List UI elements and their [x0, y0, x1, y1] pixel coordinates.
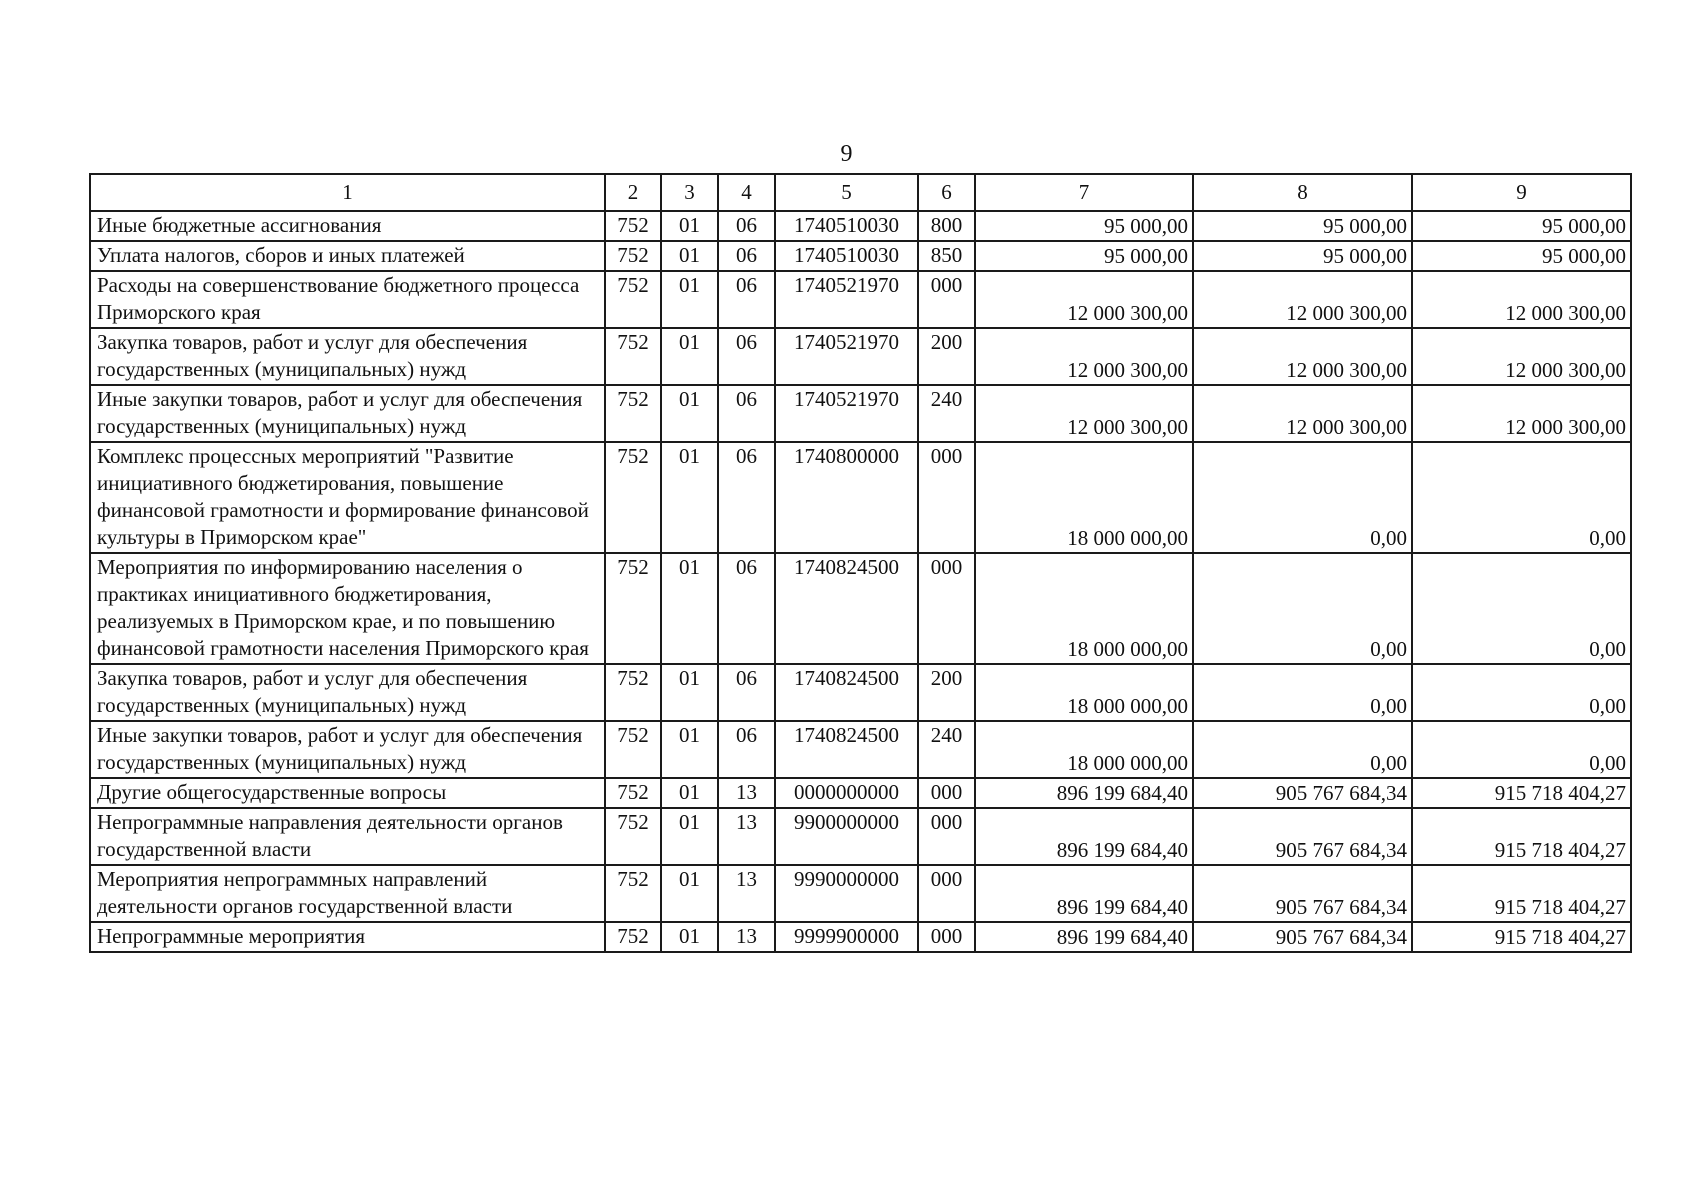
- amount-col7: 896 199 684,40: [975, 865, 1193, 922]
- column-header: 9: [1412, 174, 1631, 211]
- amount-col9: 12 000 300,00: [1412, 385, 1631, 442]
- amount-col9: 915 718 404,27: [1412, 922, 1631, 952]
- cell-col4: 06: [718, 328, 775, 385]
- cell-col6: 000: [918, 778, 975, 808]
- amount-col8: 95 000,00: [1193, 211, 1412, 241]
- amount-col9: 12 000 300,00: [1412, 328, 1631, 385]
- table-row: [90, 241, 1631, 271]
- table-row: [90, 664, 1631, 721]
- cell-col2: 752: [605, 721, 661, 778]
- row-name: Расходы на совершенствование бюджетного процесса Приморского края: [90, 271, 605, 328]
- cell-col5: 1740824500: [775, 553, 918, 664]
- cell-col5: 9990000000: [775, 865, 918, 922]
- row-name: Иные закупки товаров, работ и услуг для обеспечения государственных (муниципальных) нужд: [90, 721, 605, 778]
- cell-col3: 01: [661, 721, 718, 778]
- amount-col7: 12 000 300,00: [975, 328, 1193, 385]
- cell-col6: 850: [918, 241, 975, 271]
- amount-col8: 12 000 300,00: [1193, 328, 1412, 385]
- amount-col9: 0,00: [1412, 442, 1631, 553]
- amount-col7: 896 199 684,40: [975, 922, 1193, 952]
- amount-col8: 95 000,00: [1193, 241, 1412, 271]
- row-name: Мероприятия непрограммных направлений деятельности органов государственной власти: [90, 865, 605, 922]
- cell-col6: 000: [918, 271, 975, 328]
- cell-col4: 06: [718, 553, 775, 664]
- cell-col6: 240: [918, 721, 975, 778]
- column-header: 8: [1193, 174, 1412, 211]
- cell-col6: 000: [918, 553, 975, 664]
- amount-col7: 18 000 000,00: [975, 664, 1193, 721]
- cell-col5: 9900000000: [775, 808, 918, 865]
- table-row: [90, 808, 1631, 865]
- amount-col8: 0,00: [1193, 442, 1412, 553]
- cell-col2: 752: [605, 922, 661, 952]
- cell-col2: 752: [605, 241, 661, 271]
- amount-col9: 95 000,00: [1412, 241, 1631, 271]
- header-row: [90, 174, 1631, 211]
- row-name: Иные бюджетные ассигнования: [90, 211, 605, 241]
- table-row: [90, 922, 1631, 952]
- cell-col5: 1740824500: [775, 721, 918, 778]
- cell-col4: 06: [718, 385, 775, 442]
- cell-col2: 752: [605, 328, 661, 385]
- cell-col5: 1740800000: [775, 442, 918, 553]
- amount-col7: 18 000 000,00: [975, 721, 1193, 778]
- column-header: 2: [605, 174, 661, 211]
- row-name: Закупка товаров, работ и услуг для обеспечения государственных (муниципальных) нужд: [90, 664, 605, 721]
- amount-col8: 0,00: [1193, 553, 1412, 664]
- amount-col7: 18 000 000,00: [975, 442, 1193, 553]
- cell-col4: 13: [718, 865, 775, 922]
- cell-col5: 1740824500: [775, 664, 918, 721]
- amount-col9: 12 000 300,00: [1412, 271, 1631, 328]
- row-name: Закупка товаров, работ и услуг для обеспечения государственных (муниципальных) нужд: [90, 328, 605, 385]
- cell-col5: 1740521970: [775, 271, 918, 328]
- amount-col7: 12 000 300,00: [975, 271, 1193, 328]
- cell-col4: 06: [718, 442, 775, 553]
- column-header: 6: [918, 174, 975, 211]
- cell-col3: 01: [661, 442, 718, 553]
- cell-col2: 752: [605, 808, 661, 865]
- table-row: [90, 721, 1631, 778]
- amount-col8: 905 767 684,34: [1193, 865, 1412, 922]
- amount-col8: 0,00: [1193, 721, 1412, 778]
- amount-col8: 12 000 300,00: [1193, 271, 1412, 328]
- table-row: [90, 385, 1631, 442]
- amount-col8: 905 767 684,34: [1193, 808, 1412, 865]
- table-row: [90, 553, 1631, 664]
- amount-col7: 95 000,00: [975, 241, 1193, 271]
- amount-col7: 12 000 300,00: [975, 385, 1193, 442]
- amount-col8: 12 000 300,00: [1193, 385, 1412, 442]
- cell-col5: 1740510030: [775, 241, 918, 271]
- cell-col3: 01: [661, 271, 718, 328]
- amount-col7: 18 000 000,00: [975, 553, 1193, 664]
- cell-col3: 01: [661, 922, 718, 952]
- amount-col9: 915 718 404,27: [1412, 865, 1631, 922]
- cell-col2: 752: [605, 664, 661, 721]
- amount-col9: 95 000,00: [1412, 211, 1631, 241]
- cell-col6: 800: [918, 211, 975, 241]
- row-name: Комплекс процессных мероприятий "Развитие инициативного бюджетирования, повышение финансовой грамотности и формирование финансовой культуры в Приморском крае": [90, 442, 605, 553]
- cell-col2: 752: [605, 271, 661, 328]
- cell-col4: 06: [718, 211, 775, 241]
- cell-col6: 000: [918, 865, 975, 922]
- column-header: 5: [775, 174, 918, 211]
- cell-col3: 01: [661, 211, 718, 241]
- cell-col4: 06: [718, 664, 775, 721]
- cell-col4: 13: [718, 808, 775, 865]
- cell-col6: 000: [918, 442, 975, 553]
- cell-col6: 200: [918, 664, 975, 721]
- table-row: [90, 442, 1631, 553]
- amount-col8: 905 767 684,34: [1193, 778, 1412, 808]
- cell-col5: 1740521970: [775, 328, 918, 385]
- cell-col3: 01: [661, 778, 718, 808]
- cell-col3: 01: [661, 865, 718, 922]
- table-row: [90, 778, 1631, 808]
- cell-col4: 13: [718, 922, 775, 952]
- amount-col9: 0,00: [1412, 553, 1631, 664]
- column-header: 1: [90, 174, 605, 211]
- column-header: 3: [661, 174, 718, 211]
- cell-col2: 752: [605, 442, 661, 553]
- amount-col8: 905 767 684,34: [1193, 922, 1412, 952]
- cell-col2: 752: [605, 553, 661, 664]
- cell-col6: 200: [918, 328, 975, 385]
- row-name: Мероприятия по информированию населения о практиках инициативного бюджетирования, реализуемых в Приморском крае, и по повышению финансовой грамотности населения Приморского края: [90, 553, 605, 664]
- amount-col7: 95 000,00: [975, 211, 1193, 241]
- page-number: 9: [840, 141, 853, 167]
- row-name: Непрограммные направления деятельности органов государственной власти: [90, 808, 605, 865]
- row-name: Иные закупки товаров, работ и услуг для обеспечения государственных (муниципальных) нужд: [90, 385, 605, 442]
- amount-col8: 0,00: [1193, 664, 1412, 721]
- cell-col5: 1740521970: [775, 385, 918, 442]
- cell-col3: 01: [661, 241, 718, 271]
- cell-col3: 01: [661, 553, 718, 664]
- cell-col5: 9999900000: [775, 922, 918, 952]
- cell-col4: 06: [718, 721, 775, 778]
- cell-col2: 752: [605, 778, 661, 808]
- amount-col7: 896 199 684,40: [975, 808, 1193, 865]
- amount-col9: 0,00: [1412, 721, 1631, 778]
- amount-col9: 915 718 404,27: [1412, 778, 1631, 808]
- cell-col3: 01: [661, 808, 718, 865]
- cell-col3: 01: [661, 385, 718, 442]
- row-name: Непрограммные мероприятия: [90, 922, 605, 952]
- cell-col6: 000: [918, 922, 975, 952]
- cell-col4: 13: [718, 778, 775, 808]
- column-header: 4: [718, 174, 775, 211]
- cell-col3: 01: [661, 664, 718, 721]
- table-row: [90, 211, 1631, 241]
- amount-col9: 915 718 404,27: [1412, 808, 1631, 865]
- amount-col9: 0,00: [1412, 664, 1631, 721]
- table-row: [90, 271, 1631, 328]
- column-header: 7: [975, 174, 1193, 211]
- cell-col2: 752: [605, 211, 661, 241]
- cell-col2: 752: [605, 865, 661, 922]
- row-name: Уплата налогов, сборов и иных платежей: [90, 241, 605, 271]
- cell-col4: 06: [718, 271, 775, 328]
- amount-col7: 896 199 684,40: [975, 778, 1193, 808]
- cell-col2: 752: [605, 385, 661, 442]
- cell-col3: 01: [661, 328, 718, 385]
- cell-col4: 06: [718, 241, 775, 271]
- cell-col5: 1740510030: [775, 211, 918, 241]
- cell-col6: 000: [918, 808, 975, 865]
- cell-col5: 0000000000: [775, 778, 918, 808]
- budget-table: [89, 173, 1632, 953]
- row-name: Другие общегосударственные вопросы: [90, 778, 605, 808]
- cell-col6: 240: [918, 385, 975, 442]
- table-row: [90, 865, 1631, 922]
- table-row: [90, 328, 1631, 385]
